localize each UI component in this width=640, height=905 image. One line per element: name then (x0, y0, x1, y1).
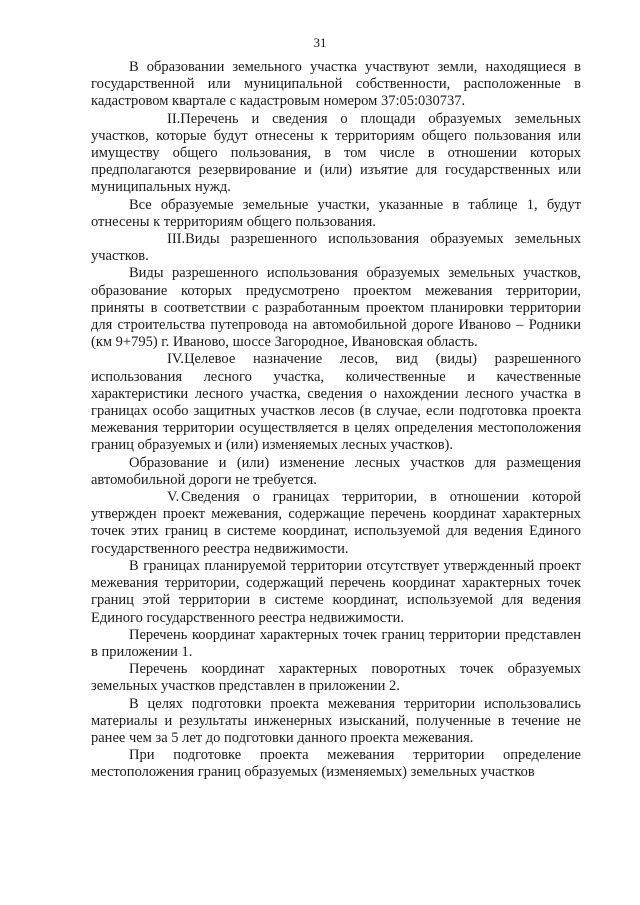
section-2-number: II. (167, 110, 181, 127)
paragraph-boundary-determination: При подготовке проекта межевания территории определение местоположения границ образуемых (изменяемых) земельных участков (91, 747, 581, 781)
section-5-text: Сведения о границах территории, в отношении которой утвержден проект межевания, содержащие перечень координат характерных точек этих границ в системе координат, используемой для ведения Единого государственного реестра недвижимости. (91, 489, 581, 557)
section-4-heading (91, 351, 581, 454)
section-2-heading (91, 111, 581, 197)
paragraph-no-approved-project: В границах планируемой территории отсутствует утвержденный проект межевания территории, содержащий перечень координат характерных точек границ этой территории в системе координат, используемой для ведения Единого государственного реестра недвижимости. (91, 557, 581, 626)
section-4-number: IV. (167, 351, 185, 368)
section-5-number: V. (167, 489, 180, 506)
paragraph-land-composition: В образовании земельного участка участвуют земли, находящиеся в государственной или муниципальной собственности, расположенные в кадастровом квартале с кадастровым номером 37:05:030737. (91, 59, 581, 110)
page-number: 31 (313, 35, 327, 50)
document-body (91, 59, 581, 782)
paragraph-engineering-surveys: В целях подготовки проекта межевания территории использовались материалы и результаты инженерных изысканий, полученные в течение не ранее чем за 5 лет до подготовки данного проекта межевания. (91, 695, 581, 746)
section-2-text: Перечень и сведения о площади образуемых земельных участков, которые будут отнесены к территориям общего пользования или имуществу общего пользования, в том числе в отношении которых предполагаются резервирование и (или) изъятие для государственных или муниципальных нужд. (91, 110, 581, 196)
paragraph-permitted-use: Виды разрешенного использования образуемых земельных участков, образование которых предусмотрено проектом межевания территории, приняты в соответствии с разработанным проектом планировки территории для строительства путепровода на автомобильной дороге Иваново – Родники (км 9+795) г. Иваново, шоссе Загородное, Ивановская область. (91, 265, 581, 351)
paragraph-public-use: Все образуемые земельные участки, указанные в таблице 1, будут отнесены к территориям общего пользования. (91, 196, 581, 230)
paragraph-forest-plots: Образование и (или) изменение лесных участков для размещения автомобильной дороги не требуется. (91, 454, 581, 488)
section-3-text: Виды разрешенного использования образуемых земельных участков. (91, 231, 581, 265)
paragraph-appendix-1: Перечень координат характерных точек границ территории представлен в приложении 1. (91, 626, 581, 660)
section-3-heading (91, 231, 581, 265)
section-3-number: III. (167, 231, 186, 248)
paragraph-appendix-2: Перечень координат характерных поворотных точек образуемых земельных участков представлен в приложении 2. (91, 661, 581, 695)
section-5-heading (91, 489, 581, 558)
section-4-text: Целевое назначение лесов, вид (виды) разрешенного использования лесного участка, количественные и качественные характеристики лесного участка, сведения о нахождении лесного участка в границах особо защитных участков лесов (в случае, если подготовка проекта межевания территории осуществляется в целях определения местоположения границ образуемых и (или) изменяемых лесных участков). (91, 351, 581, 454)
